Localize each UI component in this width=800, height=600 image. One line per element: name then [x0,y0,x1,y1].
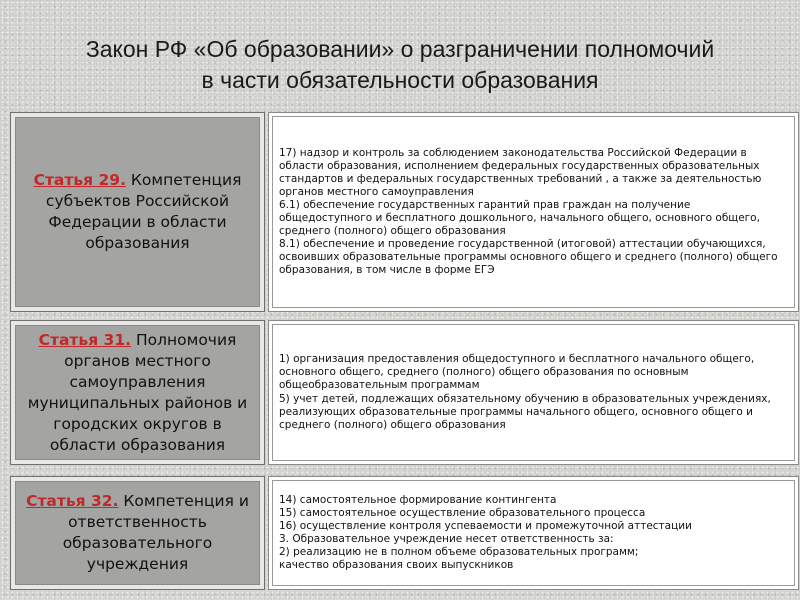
article-32-box [10,476,265,590]
article-32-link[interactable]: Статья 32. [26,492,119,510]
article-29-items [268,112,799,312]
list-item: 1) организация предоставления общедоступного и бесплатного начального общего, основного общего, среднего (полного) общего образования по основным общеобразовательным программам [279,353,755,392]
list-item: 3. Образовательное учреждение несет ответственность за: [279,533,614,545]
list-item: 6.1) обеспечение государственных гарантий прав граждан на получение общедоступного и бесплатного дошкольного, начального общего, основного общего, среднего (полного) общего образования [279,198,760,238]
title-line-2: в части обязательности образования [201,67,599,93]
list-item: 2) реализацию не в полном объеме образовательных программ; [279,546,639,559]
article-32-items [268,476,799,590]
list-item: 14) самостоятельное формирование контингента [279,493,557,506]
article-29-link[interactable]: Статья 29. [33,171,126,189]
list-item: 16) осуществление контроля успеваемости и промежуточной аттестации [279,519,692,532]
article-29-title: Компетенция субъектов Российской Федерации в области образования [45,171,242,252]
list-item: качество образования своих выпускников [279,559,514,572]
article-31-link[interactable]: Статья 31. [38,330,132,349]
article-32-title: Компетенция и ответственность образовательного учреждения [62,492,249,573]
list-item: 15) самостоятельное осуществление образовательного процесса [279,506,646,519]
article-31-title: Полномочия органов местного самоуправления муниципальных районов и городских округов в области образования [27,330,248,454]
list-item: 5) учет детей, подлежащих обязательному обучению в образовательных учреждениях, реализующих образовательные программы начального общего, основного общего и среднего (полного) общего образования [279,392,771,431]
title-line-1: Закон РФ «Об образовании» о разграничении полномочий [85,36,715,62]
article-31-items [268,320,799,465]
article-29-box [10,112,265,312]
article-31-box [10,320,265,465]
page-title [0,34,800,96]
list-item: 8.1) обеспечение и проведение государственной (итоговой) аттестации обучающихся, освоивших образовательные программы основного общего и среднего (полного) общего образования, в том числе в форме ЕГЭ [279,238,778,277]
list-item: 17) надзор и контроль за соблюдением законодательства Российской Федерации в области образования, исполнением федеральных государственных образовательных стандартов и федеральных государственных требований , а также за деятельностью органов местного самоуправления [279,146,762,198]
